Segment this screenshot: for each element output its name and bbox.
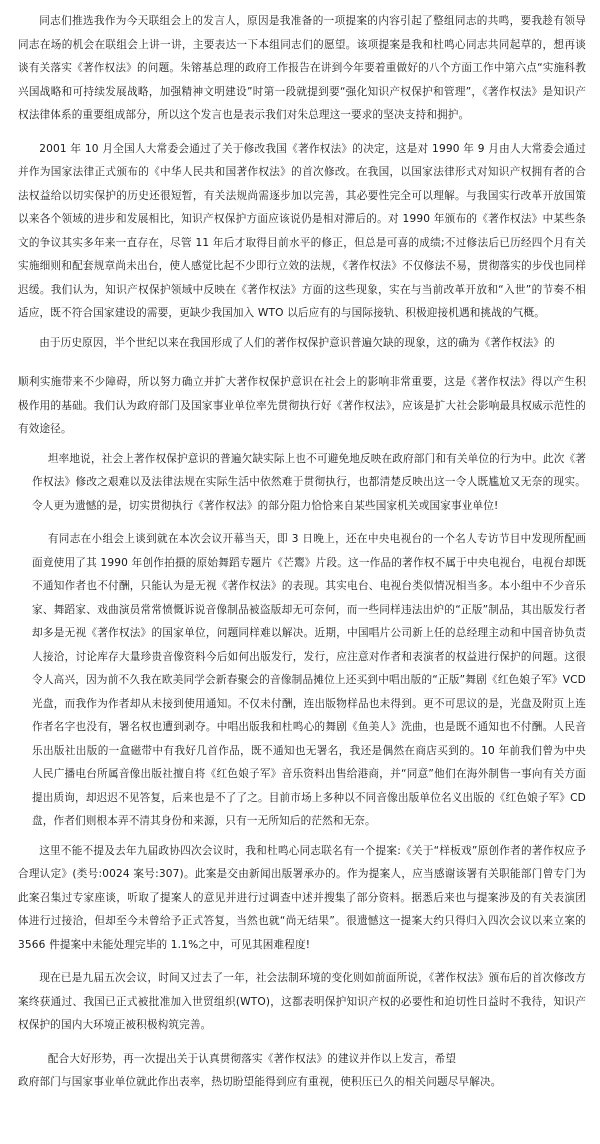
paragraph-1: 同志们推选我作为今天联组会上的发言人，原因是我准备的一项提案的内容引起了整组同志的共鸣，要我趁有领导同志在场的机会在联组会上讲一讲，主要表达一下本组同志们的愿望。该项提案是我和杜鸣心同志共同起草的，想再谈谈有关落实《著作权法》的问题。朱镕基总理的政府工作报告在讲到今年要着重做好的八个方面工作中第六点“实施科教兴国战略和可持续发展战略，加强精神文明建设”时第一段就提到要“强化知识产权保护和管理”，《著作权法》是知识产权法律体系的重要组成部分，所以这个发言也是表示我们对朱总理这一要求的坚决支持和拥护。	[18, 15, 586, 121]
paragraph-4: 顺利实施带来不少障碍，所以努力确立并扩大著作权保护意识在社会上的影响非常重要，这是《著作权法》得以产生积极作用的基础。我们认为政府部门及国家事业单位率先贯彻执行好《著作权法》，应该是扩大社会影响最具权威示范性的有效途径。	[18, 376, 586, 435]
paragraph-10: 政府部门与国家事业单位就此作出表率，热切盼望能得到应有重视，使积压已久的相关问题尽早解决。	[18, 1076, 502, 1088]
paragraph-6: 有同志在小组会上谈到就在本次会议开幕当天，即 3 日晚上，还在中央电视台的一个名人专访节目中发现所配画面竟使用了其 1990 年创作拍摄的原始舞蹈专题片《芒鬻》片段。这一作品的著作权不属于中央电视台，电视台却既不通知作者也不付酬，只能认为是无视《著作权法》的表现。其实电台、电视台类似情况相当多。本小组中不少音乐家、舞蹈家、戏曲演员常常愤慨诉说音像制品被盗版却无可奈何，而一些同样违法出炉的“正版”制品，其出版发行者却多是无视《著作权法》的国家单位，问题同样难以解决。近期，中国唱片公司新上任的总经理主动和中国音协负责人接洽，讨论库存大量珍贵音像资料今后如何出版发行，发行，应注意对作者和表演者的权益进行保护的问题。这很令人高兴，因为前不久我在欧美同学会新春聚会的音像制品摊位上还买到中唱出版的“正版”舞剧《红色娘子军》VCD 光盘，而我作为作者却从未接到使用通知。不仅未付酬，连出版物样品也未得到。更不可思议的是，光盘及附页上连作者名字也没有，署名权也遭到剥夺。中唱出版我和杜鸣心的舞剧《鱼美人》洗曲，也是既不通知也不付酬。人民音乐出版社出版的一盒磁带中有我好几首作品，既不通知也无署名，我还是偶然在商店买到的。10 年前我们曾为中央人民广播电台所属音像出版社擅自将《红色娘子军》音乐资料出售给港商，并“同意”他们在海外制售一事向有关方面提出质询，却迟迟不见答复，后来也是不了了之。目前市场上多种以不同音像出版单位名义出版的《红色娘子军》CD 盘，作者们则根本弄不清其身份和来源，只有一无所知后的茫然和无奈。	[32, 533, 586, 827]
paragraph-3: 由于历史原因，半个世纪以来在我国形成了人们的著作权保护意识普遍欠缺的现象，这的确为《著作权法》的	[39, 336, 555, 349]
paragraph-7: 这里不能不提及去年九届政协四次会议时，我和杜鸣心同志联名有一个提案:《关于“样板戏”原创作者的著作权应予合理认定》(类号:0024 案号:307)。此案是交由新闻出版署承办的。作为提案人，应当感谢该署有关职能部门曾专门为此案召集过专家座谈，听取了提案人的意见并进行过调查中述并搜集了部分资料。据悉后来也与提案涉及的有关表演团体进行过接洽，但却至今未曾给予正式答复，当然也就“尚无结果”。很遗憾这一提案大约只得归入四次会议以来立案的 3566 件提案中未能处理完毕的 1.1%之中，可见其困难程度!	[18, 844, 586, 951]
paragraph-5: 坦率地说，社会上著作权保护意识的普遍欠缺实际上也不可避免地反映在政府部门和有关单位的行为中。此次《著作权法》修改之艰难以及法律法规在实际生活中依然难于贯彻执行，也都清楚反映出这一令人既尴尬又无奈的现实。令人更为遗憾的是，切实贯彻执行《著作权法》的部分阻力恰恰来自某些国家机关或国家事业单位!	[32, 452, 586, 512]
paragraph-2: 2001 年 10 月全国人大常委会通过了关于修改我国《著作权法》的决定，这是对 1990 年 9 月由人大常委会通过并作为国家法律正式颁布的《中华人民共和国著作权法》的首次修改。在我国，以国家法律形式对知识产权拥有者的合法权益给以切实保护的历史还很短暂，有关法规尚需逐步加以完善，其必要性完全可以理解。与我国实行改革开放国策以来各个领域的进步和发展相比，知识产权保护方面应该说仍是相对滞后的。对 1990 年颁布的《著作权法》中某些条文的争议其实多年来一直存在，尽管 11 年后才取得目前水平的修正，但总是可喜的成绩;不过修法后已历经四个月有关实施细则和配套规章尚未出台，使人感觉比起不少即行立效的法规，《著作权法》不仅修法不易，贯彻落实的步伐也同样迟缓。我们认为，知识产权保护领域中反映在《著作权法》方面的这些现象，实在与当前改革开放和“入世”的节奏不相适应，既不符合国家建设的需要，更缺少我国加入 WTO 以后应有的与国际接轨、积极迎接机遇和挑战的气概。	[18, 142, 586, 319]
paragraph-9: 配合大好形势，再一次提出关于认真贯彻落实《著作权法》的建议并作以上发言，希望	[47, 1052, 457, 1065]
paragraph-8: 现在已是九届五次会议，时间又过去了一年，社会法制环境的变化则如前面所说，《著作权法》颁布后的首次修改方案终获通过、我国已正式被批准加入世贸组织(WTO)，这都表明保护知识产权的必要性和迫切性日益时不我待，知识产权保护的国内大环境正被积极构筑完善。	[18, 972, 586, 1031]
